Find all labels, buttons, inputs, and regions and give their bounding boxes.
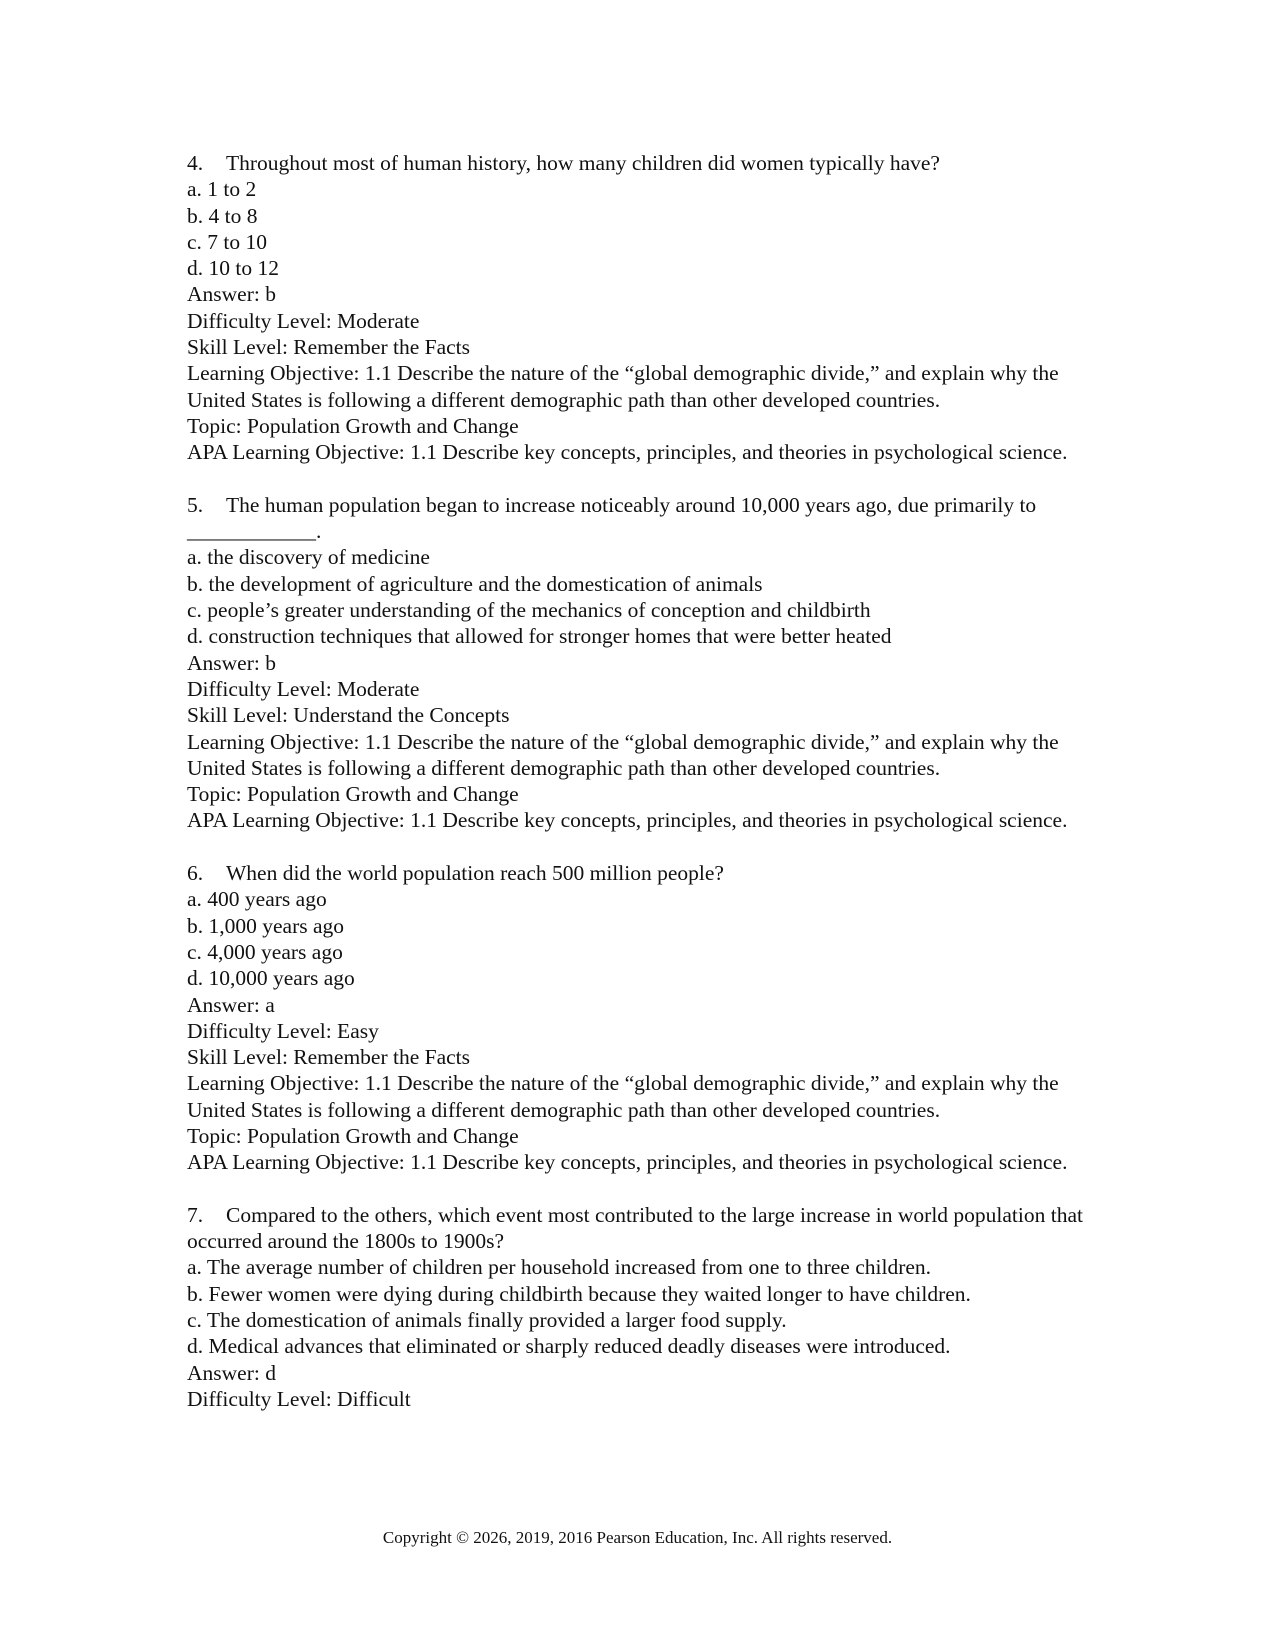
skill-level: Skill Level: Remember the Facts [187,1045,471,1070]
question-number: 5. [187,492,204,517]
answer-key: Answer: a [187,992,275,1017]
question-stem: The human population began to increase noticeably around 10,000 years ago, due primarily to ____________. [187,492,1037,544]
answer-key: Answer: d [187,1360,276,1385]
question-stem: Compared to the others, which event most contributed to the large increase in world population that occurred around the 1800s to 1900s? [187,1202,1083,1254]
answer-option: d. construction techniques that allowed for stronger homes that were better heated [187,624,892,649]
question-stem-line [187,1202,1087,1255]
difficulty-level: Difficulty Level: Moderate [187,676,420,701]
question-item [187,860,1087,1176]
apa-learning-objective: APA Learning Objective: 1.1 Describe key concepts, principles, and theories in psychological science. [187,808,1068,833]
topic: Topic: Population Growth and Change [187,782,519,807]
answer-option: a. the discovery of medicine [187,545,430,570]
difficulty-level: Difficulty Level: Easy [187,1018,379,1043]
answer-key: Answer: b [187,282,276,307]
difficulty-level: Difficulty Level: Difficult [187,1386,411,1411]
answer-option: a. 1 to 2 [187,177,257,202]
answer-option: d. 10,000 years ago [187,966,355,991]
question-stem-line [187,860,1087,886]
answer-option: b. 4 to 8 [187,203,258,228]
apa-learning-objective: APA Learning Objective: 1.1 Describe key concepts, principles, and theories in psychological science. [187,440,1068,465]
answer-option: c. The domestication of animals finally provided a larger food supply. [187,1308,787,1333]
answer-option: d. Medical advances that eliminated or sharply reduced deadly diseases were introduced. [187,1334,951,1359]
answer-option: c. people’s greater understanding of the mechanics of conception and childbirth [187,598,871,623]
answer-option: c. 7 to 10 [187,229,268,254]
question-list [187,150,1087,1439]
answer-option: a. The average number of children per household increased from one to three children. [187,1255,932,1280]
answer-option: d. 10 to 12 [187,256,279,281]
question-item [187,492,1087,834]
copyright-footer: Copyright © 2026, 2019, 2016 Pearson Education, Inc. All rights reserved. [382,1528,893,1547]
skill-level: Skill Level: Remember the Facts [187,335,471,360]
answer-option: b. 1,000 years ago [187,913,345,938]
question-number: 7. [187,1202,204,1227]
answer-option: c. 4,000 years ago [187,939,343,964]
question-stem-line [187,150,1087,176]
difficulty-level: Difficulty Level: Moderate [187,308,420,333]
question-stem: When did the world population reach 500 million people? [226,861,724,886]
answer-option: b. Fewer women were dying during childbirth because they waited longer to have children. [187,1281,971,1306]
skill-level: Skill Level: Understand the Concepts [187,703,510,728]
question-item [187,1202,1087,1412]
apa-learning-objective: APA Learning Objective: 1.1 Describe key concepts, principles, and theories in psychological science. [187,1150,1068,1175]
topic: Topic: Population Growth and Change [187,1123,519,1148]
answer-key: Answer: b [187,650,276,675]
learning-objective: Learning Objective: 1.1 Describe the nature of the “global demographic divide,” and explain why the United States is following a different demographic path than other developed countries. [187,361,1059,412]
question-stem-line [187,492,1087,545]
answer-option: b. the development of agriculture and the domestication of animals [187,571,763,596]
question-stem: Throughout most of human history, how many children did women typically have? [226,151,940,175]
answer-option: a. 400 years ago [187,887,327,912]
question-item [187,150,1087,466]
learning-objective: Learning Objective: 1.1 Describe the nature of the “global demographic divide,” and explain why the United States is following a different demographic path than other developed countries. [187,1071,1059,1122]
question-number: 6. [187,861,204,886]
question-number: 4. [187,151,204,175]
learning-objective: Learning Objective: 1.1 Describe the nature of the “global demographic divide,” and explain why the United States is following a different demographic path than other developed countries. [187,729,1059,780]
topic: Topic: Population Growth and Change [187,413,519,438]
